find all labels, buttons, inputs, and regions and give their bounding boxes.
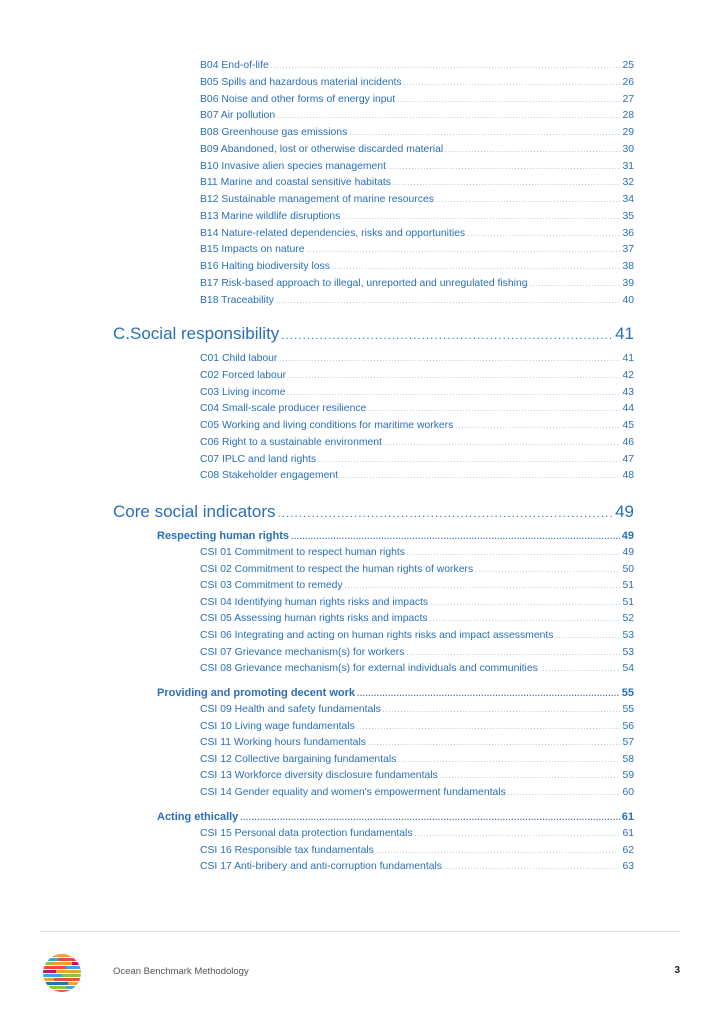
page-number: 3 (674, 965, 680, 976)
toc-entry[interactable] (200, 161, 634, 175)
toc-entry[interactable] (200, 580, 634, 594)
toc-entry-label: B05 Spills and hazardous material incidents (200, 76, 402, 88)
toc-entry[interactable] (200, 564, 634, 578)
toc-entry[interactable] (200, 228, 634, 242)
toc-entry[interactable] (200, 770, 634, 784)
toc-entry[interactable] (200, 403, 634, 417)
dot-leader (240, 813, 619, 822)
toc-entry[interactable] (200, 60, 634, 74)
toc-entry-label: CSI 14 Gender equality and women's empowerment fundamentals (200, 787, 506, 798)
toc-entry-page: 52 (622, 613, 634, 625)
toc-entry-label: B06 Noise and other forms of energy input (200, 93, 396, 105)
dot-leader (398, 757, 620, 764)
toc-entry-page: 49 (621, 530, 634, 542)
toc-entry[interactable] (200, 828, 634, 842)
section-heading-c[interactable] (113, 324, 634, 346)
section-heading-core[interactable] (113, 502, 634, 524)
toc-entry-page: 60 (622, 787, 634, 798)
toc-entry-page: 53 (622, 646, 634, 658)
toc-entry-label: CSI 02 Commitment to respect the human rights of workers (200, 563, 474, 575)
toc-entry-page: 27 (622, 93, 634, 105)
toc-entry-label: CSI 09 Health and safety fundamentals (200, 704, 381, 715)
toc-entry-label: B17 Risk-based approach to illegal, unreported and unregulated fishing (200, 277, 528, 289)
toc-entry[interactable] (200, 94, 634, 108)
toc-entry-page: 47 (622, 453, 634, 465)
toc-entry-page: 29 (622, 127, 634, 138)
toc-entry[interactable] (200, 754, 634, 768)
toc-entry[interactable] (200, 454, 634, 468)
toc-entry-label: CSI 07 Grievance mechanism(s) for workers (200, 646, 405, 658)
toc-entry-label: CSI 13 Workforce diversity disclosure fundamentals (200, 770, 438, 782)
dot-leader (444, 864, 620, 871)
toc-entry-page: 36 (622, 227, 634, 239)
dot-leader (540, 666, 621, 673)
toc-entry[interactable] (200, 470, 634, 484)
toc-entry-label: B11 Marine and coastal sensitive habitats (200, 177, 391, 189)
toc-entry-label: B13 Marine wildlife disruptions (200, 210, 341, 222)
toc-entry-label: CSI 05 Assessing human rights risks and impacts (200, 613, 428, 625)
toc-entry[interactable] (200, 353, 634, 367)
toc-entry-page: 46 (622, 436, 634, 448)
toc-entry-page: 41 (622, 353, 634, 364)
toc-entry-label: B07 Air pollution (200, 110, 276, 122)
dot-leader (277, 113, 620, 120)
subsection-heading[interactable] (157, 687, 634, 702)
toc-entry-page: 31 (622, 160, 634, 172)
toc-entry-page: 38 (622, 261, 634, 272)
toc-entry[interactable] (200, 387, 634, 401)
toc-entry-page: 41 (615, 324, 634, 343)
toc-entry-page: 26 (622, 76, 634, 88)
toc-entry-page: 25 (622, 60, 634, 71)
dot-leader (307, 247, 621, 254)
toc-entry-page: 37 (622, 244, 634, 256)
toc-entry[interactable] (200, 613, 634, 627)
toc-entry-label: B08 Greenhouse gas emissions (200, 127, 348, 138)
toc-entry-label: B15 Impacts on nature (200, 244, 305, 256)
toc-entry[interactable] (200, 127, 634, 141)
dot-leader (467, 231, 620, 238)
toc-entry-label: CSI 12 Collective bargaining fundamentals (200, 753, 397, 765)
toc-entry-page: 61 (622, 828, 634, 839)
toc-entry[interactable] (200, 177, 634, 191)
dot-leader (288, 373, 620, 380)
dot-leader (291, 532, 620, 541)
dot-leader (340, 473, 620, 480)
dot-leader (357, 689, 620, 698)
dot-leader (436, 197, 621, 204)
toc-entry-label: Social responsibility (130, 324, 280, 343)
toc-entry-label: C07 IPLC and land rights (200, 453, 317, 465)
toc-entry[interactable] (200, 663, 634, 677)
subsection-heading[interactable] (157, 530, 634, 545)
toc-entry[interactable] (200, 261, 634, 275)
toc-entry[interactable] (200, 861, 634, 875)
toc-entry-label: CSI 10 Living wage fundamentals (200, 720, 355, 732)
toc-entry-page: 35 (622, 210, 634, 222)
toc-entry[interactable] (200, 278, 634, 292)
toc-entry-label: CSI 11 Working hours fundamentals (200, 737, 366, 749)
dot-leader (430, 616, 621, 623)
dot-leader (276, 298, 621, 305)
toc-entry-page: 62 (622, 844, 634, 856)
dot-leader (342, 214, 620, 221)
dot-leader (397, 97, 620, 104)
dot-leader (430, 600, 620, 607)
toc-entry-page: 34 (622, 194, 634, 205)
toc-entry-label: C04 Small-scale producer resilience (200, 403, 367, 415)
toc-entry-page: 40 (622, 294, 634, 306)
toc-entry-page: 30 (622, 143, 634, 155)
toc-entry-page: 58 (622, 753, 634, 765)
toc-entry-page: 32 (622, 177, 634, 189)
dot-leader (440, 773, 621, 780)
dot-leader (376, 848, 621, 855)
dot-leader (279, 356, 620, 363)
footer-title: Ocean Benchmark Methodology (113, 966, 249, 977)
toc-entry-page: 59 (622, 770, 634, 782)
dot-leader (555, 633, 620, 640)
dot-leader (407, 550, 620, 557)
toc-entry-page: 51 (622, 596, 634, 608)
dot-leader (393, 180, 620, 187)
wba-logo-icon (42, 953, 82, 993)
toc-entry-label: B12 Sustainable management of marine resources (200, 194, 434, 205)
toc-entry-label: Providing and promoting decent work (157, 687, 356, 699)
toc-entry-page: 53 (622, 630, 634, 641)
toc-entry[interactable] (200, 211, 634, 225)
toc-entry-label: C08 Stakeholder engagement (200, 470, 339, 482)
toc-entry-label: C02 Forced labour (200, 369, 287, 381)
toc-entry-label: CSI 17 Anti-bribery and anti-corruption fundamentals (200, 861, 443, 873)
toc-entry[interactable] (200, 845, 634, 859)
toc-entry-label: C05 Working and living conditions for maritime workers (200, 420, 454, 431)
toc-entry-page: 56 (622, 720, 634, 732)
subsection-heading[interactable] (157, 811, 634, 826)
toc-entry-page: 55 (621, 687, 634, 699)
toc-entry[interactable] (200, 244, 634, 258)
toc-entry-label: B09 Abandoned, lost or otherwise discarded material (200, 143, 444, 155)
toc-entry-label: CSI 08 Grievance mechanism(s) for external individuals and communities (200, 663, 538, 675)
toc-entry-page: 55 (622, 704, 634, 715)
dot-leader (445, 147, 620, 154)
toc-entry-label: B04 End-of-life (200, 60, 269, 71)
toc-entry-label: B16 Halting biodiversity loss (200, 261, 330, 272)
dot-leader (368, 406, 620, 413)
dot-leader (475, 567, 620, 574)
toc-entry[interactable] (200, 647, 634, 661)
dot-leader (281, 330, 613, 342)
dot-leader (384, 440, 620, 447)
toc-entry-label: Respecting human rights (157, 530, 290, 542)
section-number: C. (113, 324, 130, 343)
toc-entry-page: 44 (622, 403, 634, 415)
dot-leader (368, 740, 620, 747)
toc-entry-page: 43 (622, 386, 634, 398)
toc-entry[interactable] (200, 295, 634, 309)
dot-leader (349, 130, 620, 137)
dot-leader (455, 423, 620, 430)
toc-entry[interactable] (200, 721, 634, 735)
toc-entry-label: Acting ethically (157, 811, 239, 823)
toc-entry[interactable] (200, 194, 634, 208)
dot-leader (345, 583, 621, 590)
toc-entry[interactable] (200, 630, 634, 644)
toc-entry[interactable] (200, 437, 634, 451)
toc-entry-page: 49 (622, 547, 634, 558)
toc-entry-label: CSI 15 Personal data protection fundamentals (200, 828, 413, 839)
footer-divider (40, 931, 680, 932)
toc-entry-page: 54 (622, 663, 634, 675)
dot-leader (278, 508, 614, 520)
toc-entry-page: 48 (622, 470, 634, 482)
toc-entry[interactable] (200, 77, 634, 91)
toc-entry[interactable] (200, 110, 634, 124)
toc-entry-page: 49 (615, 502, 634, 521)
dot-leader (415, 831, 621, 838)
toc-entry-label: CSI 01 Commitment to respect human rights (200, 547, 406, 558)
toc-entry-page: 45 (622, 420, 634, 431)
toc-entry-label: CSI 03 Commitment to remedy (200, 580, 343, 592)
toc-entry[interactable] (200, 370, 634, 384)
dot-leader (287, 390, 620, 397)
toc-entry-label: C03 Living income (200, 386, 286, 398)
dot-leader (357, 724, 621, 731)
dot-leader (404, 80, 621, 87)
toc-entry-label: B18 Traceability (200, 294, 274, 306)
dot-leader (388, 164, 620, 171)
toc-entry-page: 51 (622, 580, 634, 592)
toc-entry-label: C01 Child labour (200, 353, 278, 364)
dot-leader (332, 264, 620, 271)
toc-entry-label: B10 Invasive alien species management (200, 160, 386, 172)
dot-leader (318, 457, 620, 464)
toc-entry[interactable] (200, 420, 634, 434)
toc-entry[interactable] (200, 597, 634, 611)
toc-entry-label: B14 Nature-related dependencies, risks and opportunities (200, 227, 466, 239)
toc-entry-page: 42 (622, 369, 634, 381)
toc-entry[interactable] (200, 737, 634, 751)
dot-leader (406, 650, 620, 657)
toc-entry-page: 50 (622, 563, 634, 575)
toc-entry-page: 39 (622, 277, 634, 289)
toc-entry-label: C06 Right to a sustainable environment (200, 436, 382, 448)
toc-entry-page: 63 (622, 861, 634, 873)
dot-leader (530, 281, 621, 288)
toc-entry-page: 61 (621, 811, 634, 823)
toc-entry-label: CSI 06 Integrating and acting on human rights risks and impact assessments (200, 630, 554, 641)
dot-leader (383, 707, 621, 714)
toc-entry-page: 57 (622, 737, 634, 749)
dot-leader (271, 63, 621, 70)
toc-entry[interactable] (200, 547, 634, 561)
toc-entry[interactable] (200, 144, 634, 158)
toc-entry-label: CSI 16 Responsible tax fundamentals (200, 844, 374, 856)
dot-leader (508, 790, 621, 797)
toc-entry-page: 28 (622, 110, 634, 122)
toc-entry[interactable] (200, 704, 634, 718)
toc-entry[interactable] (200, 787, 634, 801)
toc-entry-label: Core social indicators (113, 502, 276, 521)
toc-entry-label: CSI 04 Identifying human rights risks and impacts (200, 596, 429, 608)
